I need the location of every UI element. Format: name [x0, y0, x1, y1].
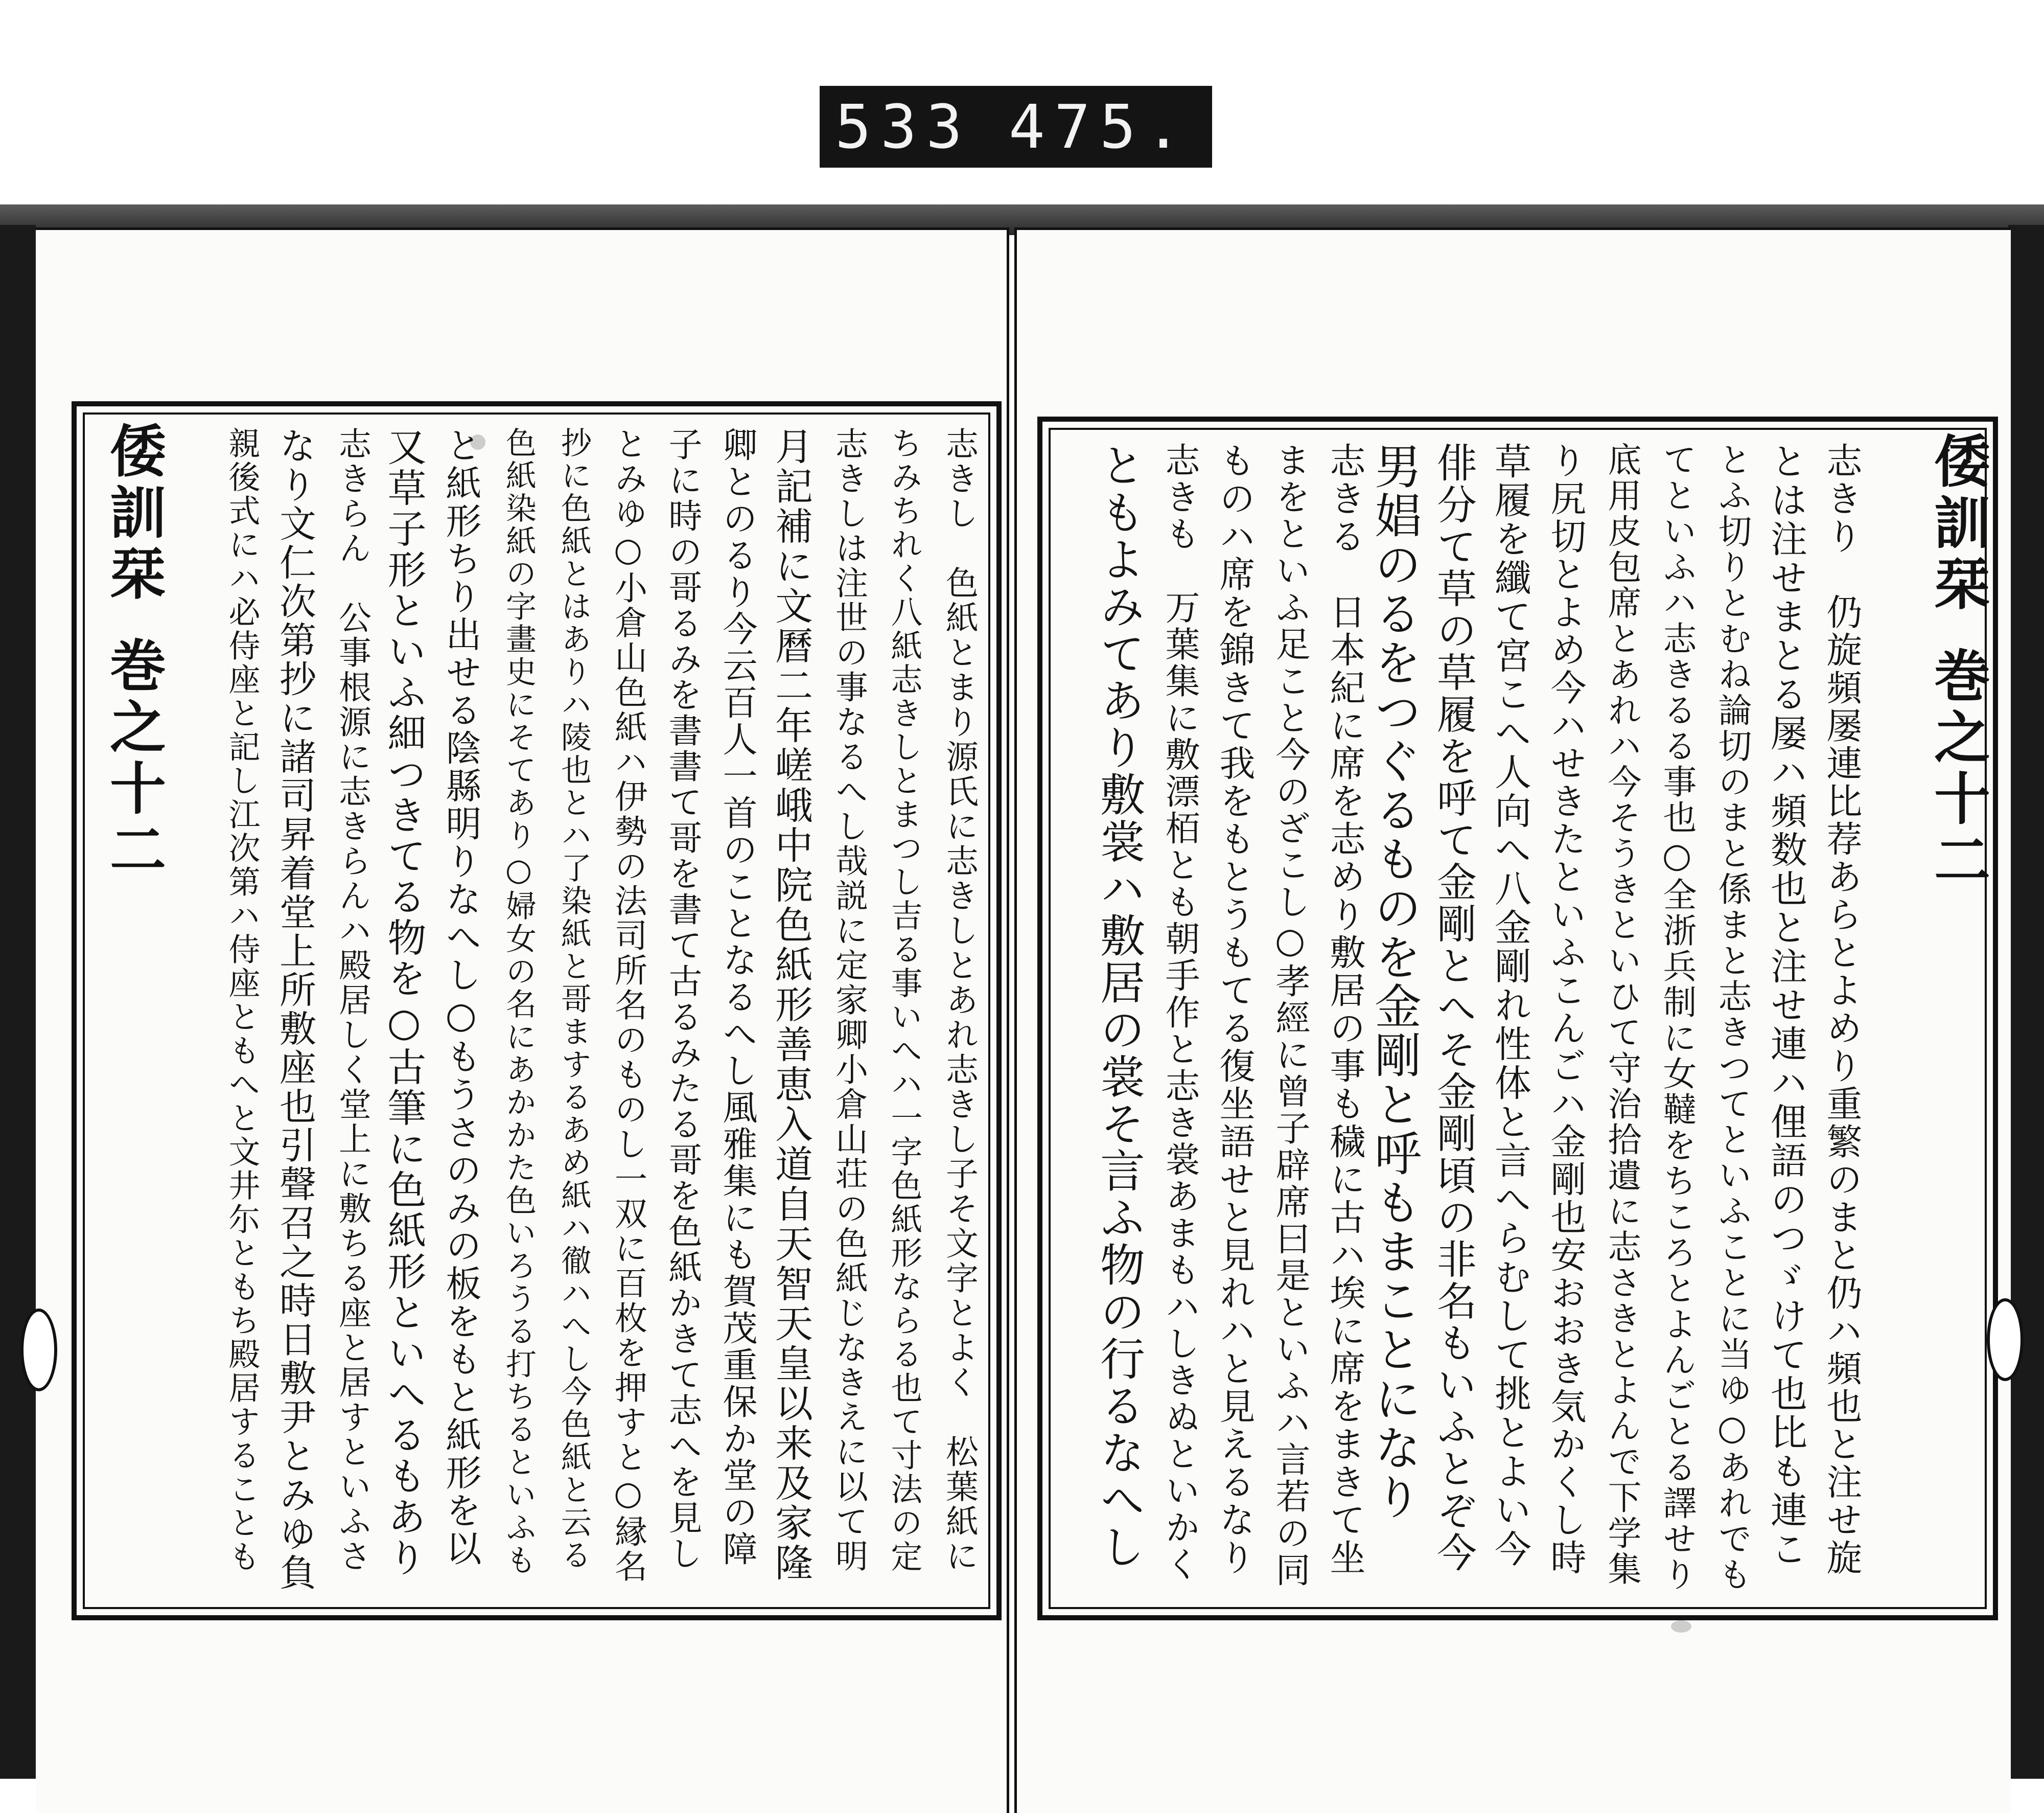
text-column: 志きらん 公事根源に志きらんハ殿居しく堂上に敷ちる座と居すといふさ [333, 427, 371, 1574]
text-column: 子に時の哥るみを書書て哥を書て古るみたる哥を色紙かきて志へを見し [663, 427, 702, 1572]
text-column: 色紙染紙の字畫史にそてあり○婦女の名にあかかた色いろうる打ちるといふも [501, 427, 537, 1577]
scan-id-left: 533 [835, 91, 972, 162]
left-page-text-block [215, 427, 976, 1595]
volume-label: 巻之十二 [101, 636, 167, 882]
book-title: 倭訓栞 [101, 422, 167, 606]
text-column: 俳分て草の草履を呼て金剛とへそ金剛頃の非名もいふとぞ今 [1430, 442, 1476, 1574]
text-column: 又草子形といふ細つきてる物を○古筆に色紙形といへるもあり [381, 427, 427, 1578]
ink-stain [470, 434, 485, 450]
text-column: 草履を纖て宮こへ人向へ八金剛れ性体と言へらむして挑とよい今 [1489, 442, 1531, 1569]
text-column: とふ切りとむね論切のまと係まと志きつてといふことに当ゆ○あれでも [1712, 442, 1752, 1593]
text-column: り尻切とよめ今ハせきたといふこんごハ金剛也安おおき気かくし時 [1545, 442, 1587, 1577]
text-column: まをといふ足こと今のざこし○孝經に曾子辟席曰是といふハ言若の同 [1270, 442, 1310, 1589]
left-book-edge [0, 225, 36, 1779]
text-column: なり文仁次第抄に諸司昇着堂上所敷座也引聲召之時日敷尹とみゆ負 [273, 427, 316, 1592]
volume-label: 巻之十二 [1925, 647, 1991, 892]
right-book-edge [2008, 225, 2044, 1779]
right-page-text-frame [1037, 417, 1998, 1620]
left-page-title-strip [72, 422, 174, 1265]
text-column: 志きしは注世の事なるへし哉説に定家卿小倉山荘の色紙じなきえに以て明 [830, 427, 868, 1574]
text-column: 志きも 万葉集に敷漂栢とも朝手作と志き裳あまもハしきぬといかく [1159, 442, 1200, 1583]
text-column: てといふハ志きるる事也○全浙兵制に女韃をちころとよんごとる譯せり [1657, 442, 1697, 1593]
text-column: とみゆ○小倉山色紙ハ伊勢の法司所名のものし一双に百枚を押すと○縁名 [609, 427, 647, 1584]
ink-stain [1671, 1620, 1691, 1633]
text-column: 卿とのるり今云百人一首のことなるへし風雅集にも賀茂重保か堂の障 [717, 427, 757, 1568]
text-column: 男娼のるをつぐるものを金剛と呼もまことになり [1367, 442, 1422, 1522]
text-column: 月記補に文曆二年嵯峨中院色紙形善恵入道自天智天皇以来及家隆 [769, 427, 813, 1583]
text-column: 底用皮包席とあれハ今そうきといひて守治拾遺に志さきとよんで下学集 [1602, 442, 1641, 1587]
text-column: とは注せまとる屡ハ頻数也と注せ連ハ俚語のつゞけて也比も連こ [1764, 442, 1807, 1569]
left-fold-mark [20, 1309, 57, 1391]
right-page-text-block [1063, 442, 1863, 1595]
scan-id-label [820, 86, 1212, 168]
left-page-text-frame [72, 401, 1002, 1620]
text-column: ちみちれく八紙志きしとまつし吉る事いへハ一字色紙形ならる也て寸法の定 [886, 427, 923, 1574]
text-column: と紙形ちり出せる陰縣明りなへし○もうさのみの板をもと紙形を以 [440, 427, 482, 1568]
scan-id-right: 475. [1008, 91, 1191, 162]
text-column: 親後式にハ必侍座と記し江次第ハ侍座ともへと文井尓ともち殿居することも [223, 427, 261, 1574]
text-column: 志きし 色紙とまり源氏に志きしとあれ志きし子そ文字とよく 松葉紙に [940, 427, 978, 1574]
text-column: 志きり 仍旋頻屡連比荐あらとよめり重繁のまと仍ハ頻也と注せ旋 [1821, 442, 1863, 1577]
text-column: ものハ席を錦きて我をもとうもてる復坐語せと見れハと見えるなり [1214, 442, 1256, 1577]
right-page-title-strip [1896, 432, 1998, 1275]
text-column: 志きる 日本紀に席を志めり敷居の事も穢に古ハ埃に席をまきて坐 [1324, 442, 1366, 1577]
right-fold-mark [1987, 1298, 2024, 1381]
text-column: ともよみてあり敷裳ハ敷居の裳そ言ふ物の行るなへし [1093, 442, 1146, 1571]
book-title: 倭訓栞 [1925, 432, 1991, 616]
text-column: 抄に色紙とはありハ陵也とハ了染紙と哥まするあめ紙ハ徹ハへし今色紙と云る [556, 427, 592, 1572]
